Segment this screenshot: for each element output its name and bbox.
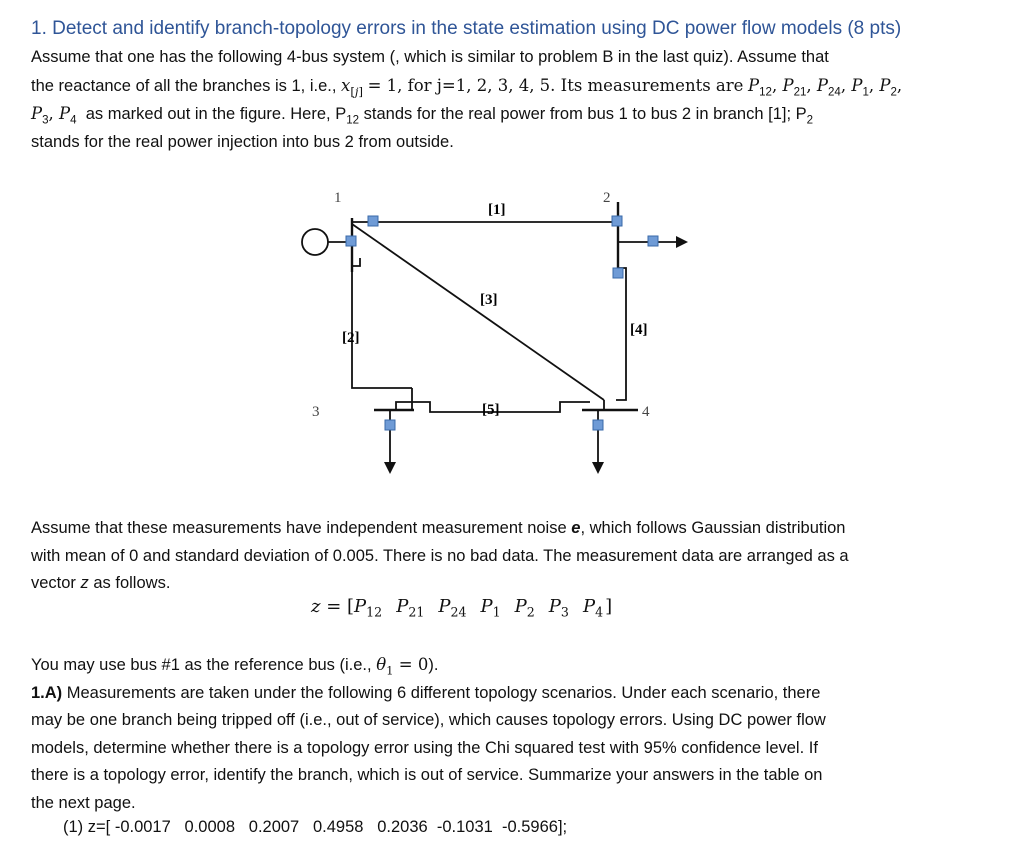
meter-p4-icon [593,420,603,430]
reference-bus-line: You may use bus #1 as the reference bus (i.e., $\theta_1 = 0$). [31,655,439,678]
intro-line-2: the reactance of all the branches is 1, i.e., $x_{[j]} = 1$, for j=1, 2, 3, 4, 5. Its measurements are $P_{12}$, $P_{21}$, $P_{24}$, $P_1$, $P_2$, [31,75,903,98]
intro-line-1: Assume that one has the following 4-bus system (, which is similar to problem B in the last quiz). Assume that [31,48,829,66]
question-heading: 1. Detect and identify branch-topology errors in the state estimation using DC power flow models (8 pts) [31,18,902,39]
meter-p24-icon [613,268,623,278]
branch-2-line [352,258,412,388]
measurement-vector-equation: $z = [P_{12}$ $P_{21}$ $P_{24}$ $P_1$ $P_2$ $P_3$ $P_4$ ] [311,596,613,620]
scenario-1-data: (1) z=[ -0.0017 0.0008 0.2007 0.4958 0.2036 -0.1031 -0.5966]; [63,818,568,836]
bus-2-load-arrow-icon [676,236,688,248]
noise-line-1: Assume that these measurements have independent measurement noise e, which follows Gaussian distribution [31,519,846,537]
meter-p21-icon [612,216,622,226]
intro-line-3: $P_3$, $P_4$ as marked out in the figure. Here, $P_{12}$ stands for the real power from bus 1 to bus 2 in branch [1]; $P_2$ [31,104,814,127]
bus-3-load-arrow-icon [384,462,396,474]
bus-label-4: 4 [642,404,650,420]
branch-3-line [352,224,604,400]
noise-line-2: with mean of 0 and standard deviation of 0.005. There is no bad data. The measurement data are arranged as a [31,546,849,565]
meter-p12-icon [368,216,378,226]
generator-icon [302,229,328,255]
bus-label-2: 2 [603,190,611,206]
branch-4-line [616,268,626,400]
noise-paragraph [31,515,991,598]
branch-label-2: [2] [342,330,360,346]
meter-p1-icon [346,236,356,246]
part-a-paragraph [31,651,991,817]
branch-label-3: [3] [480,292,498,308]
part-a-line-3: models, determine whether there is a topology error using the Chi squared test with 95% confidence level. If [31,738,818,757]
bus-label-1: 1 [334,190,342,206]
branch-label-5: [5] [482,402,500,418]
meter-p3-icon [385,420,395,430]
part-a-line-2: may be one branch being tripped off (i.e., out of service), which causes topology errors. Using DC power flow [31,711,826,729]
part-a-line-5: the next page. [31,793,136,812]
bus-label-3: 3 [312,404,320,420]
four-bus-system-diagram [290,180,730,490]
branch-label-1: [1] [488,202,506,218]
part-a-line-4: there is a topology error, identify the branch, which is out of service. Summarize your answers in the table on [31,766,823,784]
bus-4-load-arrow-icon [592,462,604,474]
intro-paragraph [31,44,991,156]
meter-p2-icon [648,236,658,246]
intro-line-4: stands for the real power injection into bus 2 from outside. [31,132,454,151]
noise-line-3: vector z as follows. [31,574,171,592]
branch-label-4: [4] [630,322,648,338]
part-a-line-1: 1.A) Measurements are taken under the following 6 different topology scenarios. Under each scenario, there [31,683,821,702]
